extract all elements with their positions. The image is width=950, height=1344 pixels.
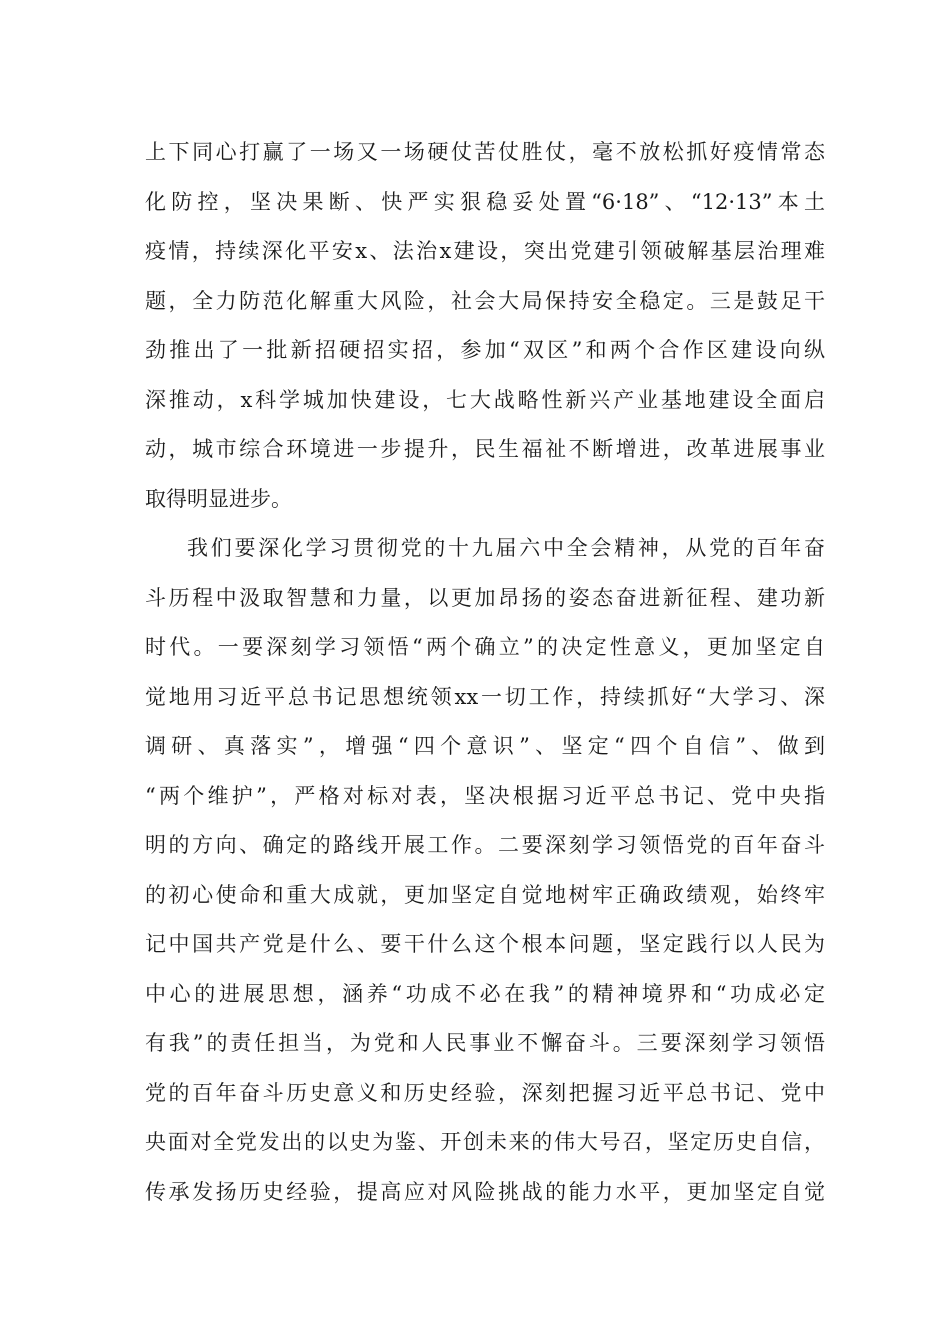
paragraph-line: 央面对全党发出的以史为鉴、开创未来的伟大号召，坚定历史自信， <box>145 1130 825 1154</box>
paragraph-line: 中心的进展思想，涵养“功成不必在我”的精神境界和“功成必定 <box>145 981 825 1006</box>
paragraph-line: 题，全力防范化解重大风险，社会大局保持安全稳定。三是鼓足干 <box>145 288 825 313</box>
paragraph-line: 劲推出了一批新招硬招实招，参加“双区”和两个合作区建设向纵 <box>145 338 825 362</box>
paragraph-line: 时代。一要深刻学习领悟“两个确立”的决定性意义，更加坚定自 <box>145 635 825 659</box>
paragraph-line: 传承发扬历史经验，提高应对风险挑战的能力水平，更加坚定自觉 <box>145 1179 825 1204</box>
paragraph-line: 动，城市综合环境进一步提升，民生福祉不断增进，改革进展事业 <box>145 437 825 461</box>
paragraph-line: 上下同心打赢了一场又一场硬仗苦仗胜仗，毫不放松抓好疫情常态 <box>145 140 825 164</box>
paragraph-1 <box>145 128 825 524</box>
paragraph-line: 调研、真落实”，增强“四个意识”、坚定“四个自信”、做到 <box>145 734 825 758</box>
paragraph-2 <box>145 524 825 1217</box>
paragraph-line: 我们要深化学习贯彻党的十九届六中全会精神，从党的百年奋 <box>187 536 825 560</box>
paragraph-line: 觉地用习近平总书记思想统领xx一切工作，持续抓好“大学习、深 <box>145 684 825 709</box>
paragraph-line: 的初心使命和重大成就，更加坚定自觉地树牢正确政绩观，始终牢 <box>145 882 825 907</box>
paragraph-line: 深推动，x科学城加快建设，七大战略性新兴产业基地建设全面启 <box>145 387 825 412</box>
paragraph-line: 有我”的责任担当，为党和人民事业不懈奋斗。三要深刻学习领悟 <box>145 1031 825 1055</box>
paragraph-line: 疫情，持续深化平安x、法治x建设，突出党建引领破解基层治理难 <box>145 239 825 263</box>
paragraph-line: 斗历程中汲取智慧和力量，以更加昂扬的姿态奋进新征程、建功新 <box>145 585 825 610</box>
paragraph-line: 记中国共产党是什么、要干什么这个根本问题，坚定践行以人民为 <box>145 932 825 956</box>
paragraph-line: 明的方向、确定的路线开展工作。二要深刻学习领悟党的百年奋斗 <box>145 833 825 857</box>
paragraph-line: “两个维护”，严格对标对表，坚决根据习近平总书记、党中央指 <box>145 783 825 808</box>
paragraph-line: 化防控，坚决果断、快严实狠稳妥处置“6·18”、“12·13”本土 <box>145 189 825 214</box>
paragraph-line: 党的百年奋斗历史意义和历史经验，深刻把握习近平总书记、党中 <box>145 1080 825 1105</box>
paragraph-line: 取得明显进步。 <box>145 486 292 511</box>
